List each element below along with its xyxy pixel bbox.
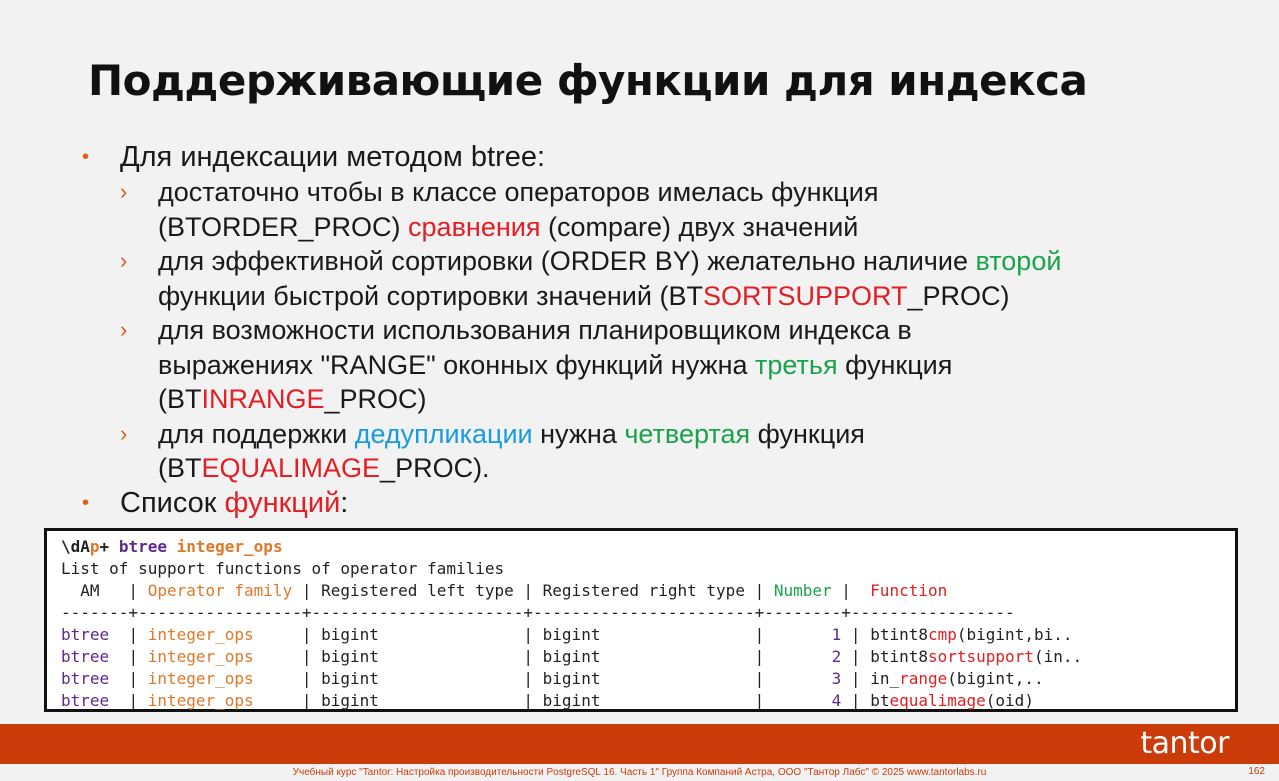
sub-bullet-text: (BT (158, 384, 202, 414)
psql-output-box (44, 528, 1238, 712)
highlight-green: третья (755, 349, 838, 380)
bullet-text: : (340, 486, 349, 519)
table-cell: cmp (927, 625, 957, 644)
sub-bullet-text: нужна (532, 418, 625, 449)
table-cell: bigint (321, 625, 524, 644)
table-cell: (in.. (1033, 647, 1083, 666)
table-cell: btint8 (870, 625, 928, 644)
table-cell: (oid) (985, 691, 1034, 710)
table-cell: in_ (870, 669, 900, 688)
chevron-right-icon: › (120, 420, 128, 446)
table-cell: equalimage (889, 691, 986, 710)
table-cell: | (301, 625, 322, 644)
table-cell: | (841, 625, 871, 644)
bullet-dot-icon: • (82, 491, 90, 514)
table-cell: | (754, 691, 774, 710)
table-row (61, 646, 1235, 668)
slide-title: Поддерживающие функции для индекса (88, 56, 1088, 105)
table-cell: bigint (321, 647, 524, 666)
highlight-red: EQUALIMAGE (201, 453, 381, 483)
highlight-red: сравнения (408, 211, 541, 242)
table-cell: 2 (773, 647, 842, 666)
highlight-blue: дедупликации (354, 418, 533, 449)
header-cell: Number (773, 581, 832, 600)
table-cell: btree (61, 625, 129, 644)
sub-bullet-sortsupport (82, 244, 1262, 313)
table-cell: bigint (542, 669, 755, 688)
table-cell: range (899, 669, 948, 688)
table-row (61, 690, 1235, 712)
table-cell: | (523, 625, 543, 644)
table-cell: bigint (321, 669, 524, 688)
cmd-part: \dA (61, 537, 90, 556)
header-cell: Operator family (147, 581, 293, 600)
table-cell: | (841, 669, 871, 688)
table-divider: -------+-----------------+----------------------+-----------------------+--------+----------------- (61, 603, 1015, 622)
table-cell: | (128, 691, 148, 710)
table-cell: | (523, 669, 543, 688)
table-cell: | (301, 691, 322, 710)
table-cell: bt (870, 691, 890, 710)
table-cell: btree (61, 647, 129, 666)
sub-bullet-text: (compare) двух значений (540, 211, 859, 242)
header-cell: AM | (61, 581, 148, 600)
tantor-logo: tantor (1140, 726, 1229, 761)
table-cell: | (754, 625, 774, 644)
cmd-part: integer_ops (176, 537, 283, 556)
cmd-part: btree (118, 537, 177, 556)
sub-bullet-compare (82, 175, 1262, 244)
table-cell: | (301, 669, 322, 688)
table-cell: btree (61, 669, 129, 688)
highlight-red: INRANGE (201, 384, 325, 414)
table-cell: bigint (542, 647, 755, 666)
table-cell: bigint (542, 625, 755, 644)
sub-bullet-equalimage (82, 417, 1262, 486)
highlight-green: второй (975, 246, 1062, 276)
table-body (61, 624, 1235, 712)
table-cell: integer_ops (147, 625, 302, 644)
psql-command (61, 536, 1235, 558)
table-cell: | (128, 669, 148, 688)
bullet-text: Для индексации методом btree: (120, 141, 546, 173)
highlight-red: функций (224, 486, 341, 519)
table-cell: 1 (773, 625, 842, 644)
sub-bullet-text: (BT (158, 453, 202, 483)
sub-bullet-text: выражениях "RANGE" оконных функций нужна (158, 349, 756, 380)
sub-bullet-text: _PROC) (907, 280, 1010, 311)
table-cell: | (841, 691, 871, 710)
bullet-dot-icon: • (82, 146, 90, 168)
table-cell: | (754, 669, 774, 688)
chevron-right-icon: › (120, 317, 128, 342)
table-cell: | (128, 647, 148, 666)
sub-bullet-inrange (82, 313, 1262, 417)
bullet-btree (82, 140, 1262, 175)
chevron-right-icon: › (120, 179, 128, 204)
table-cell: 3 (773, 669, 842, 688)
table-cell: (bigint,.. (947, 669, 1044, 688)
chevron-right-icon: › (120, 248, 128, 273)
page-number: 162 (1248, 766, 1265, 777)
bullet-text: Список (120, 486, 225, 519)
sub-bullet-text: функции быстрой сортировки значений (BT (158, 280, 703, 311)
cmd-part: p (89, 537, 100, 556)
sub-bullet-text: (BTORDER_PROC) (158, 211, 409, 242)
table-caption: List of support functions of operator families (61, 559, 505, 578)
table-cell: btree (61, 691, 129, 710)
table-cell: integer_ops (147, 669, 302, 688)
sub-bullet-text: _PROC). (380, 453, 490, 483)
sub-bullet-text: достаточно чтобы в классе операторов имелась функция (158, 177, 879, 207)
table-cell: bigint (321, 691, 524, 710)
table-cell: integer_ops (147, 647, 302, 666)
sub-bullet-text: для поддержки (158, 418, 355, 449)
table-cell: btint8 (870, 647, 928, 666)
sub-bullet-text: для возможности использования планировщиком индекса в (158, 315, 912, 345)
cmd-part: + (99, 537, 119, 556)
highlight-green: четвертая (624, 418, 751, 449)
footer-bar (0, 724, 1279, 764)
table-cell: bigint (542, 691, 755, 710)
table-row (61, 668, 1235, 690)
highlight-red: SORTSUPPORT (702, 280, 908, 311)
header-cell: | Registered left type | Registered right type | (292, 581, 774, 600)
table-cell: (bigint,bi.. (956, 625, 1073, 644)
bullet-list (82, 140, 1262, 521)
table-cell: | (301, 647, 322, 666)
sub-bullet-text: функция (837, 349, 953, 380)
sub-bullet-text: функция (750, 418, 865, 449)
table-cell: | (128, 625, 148, 644)
footer-note: Учебный курс "Tantor: Настройка производительности PostgreSQL 16. Часть 1" Группа Компаний Астра, ООО "Тантор Лабс" © 2025 www.tantorlabs.ru (292, 767, 987, 778)
header-cell: Function (870, 581, 948, 600)
table-cell: 4 (773, 691, 842, 710)
bullet-function-list (82, 486, 1262, 521)
sub-bullet-text: для эффективной сортировки (ORDER BY) желательно наличие (158, 246, 976, 276)
table-cell: | (841, 647, 871, 666)
table-cell: | (523, 691, 543, 710)
table-header (61, 580, 1235, 602)
table-row (61, 624, 1235, 646)
table-cell: | (523, 647, 543, 666)
table-cell: integer_ops (147, 691, 302, 710)
header-cell: | (831, 581, 871, 600)
sub-bullet-text: _PROC) (324, 384, 427, 414)
table-cell: sortsupport (927, 647, 1034, 666)
table-cell: | (754, 647, 774, 666)
